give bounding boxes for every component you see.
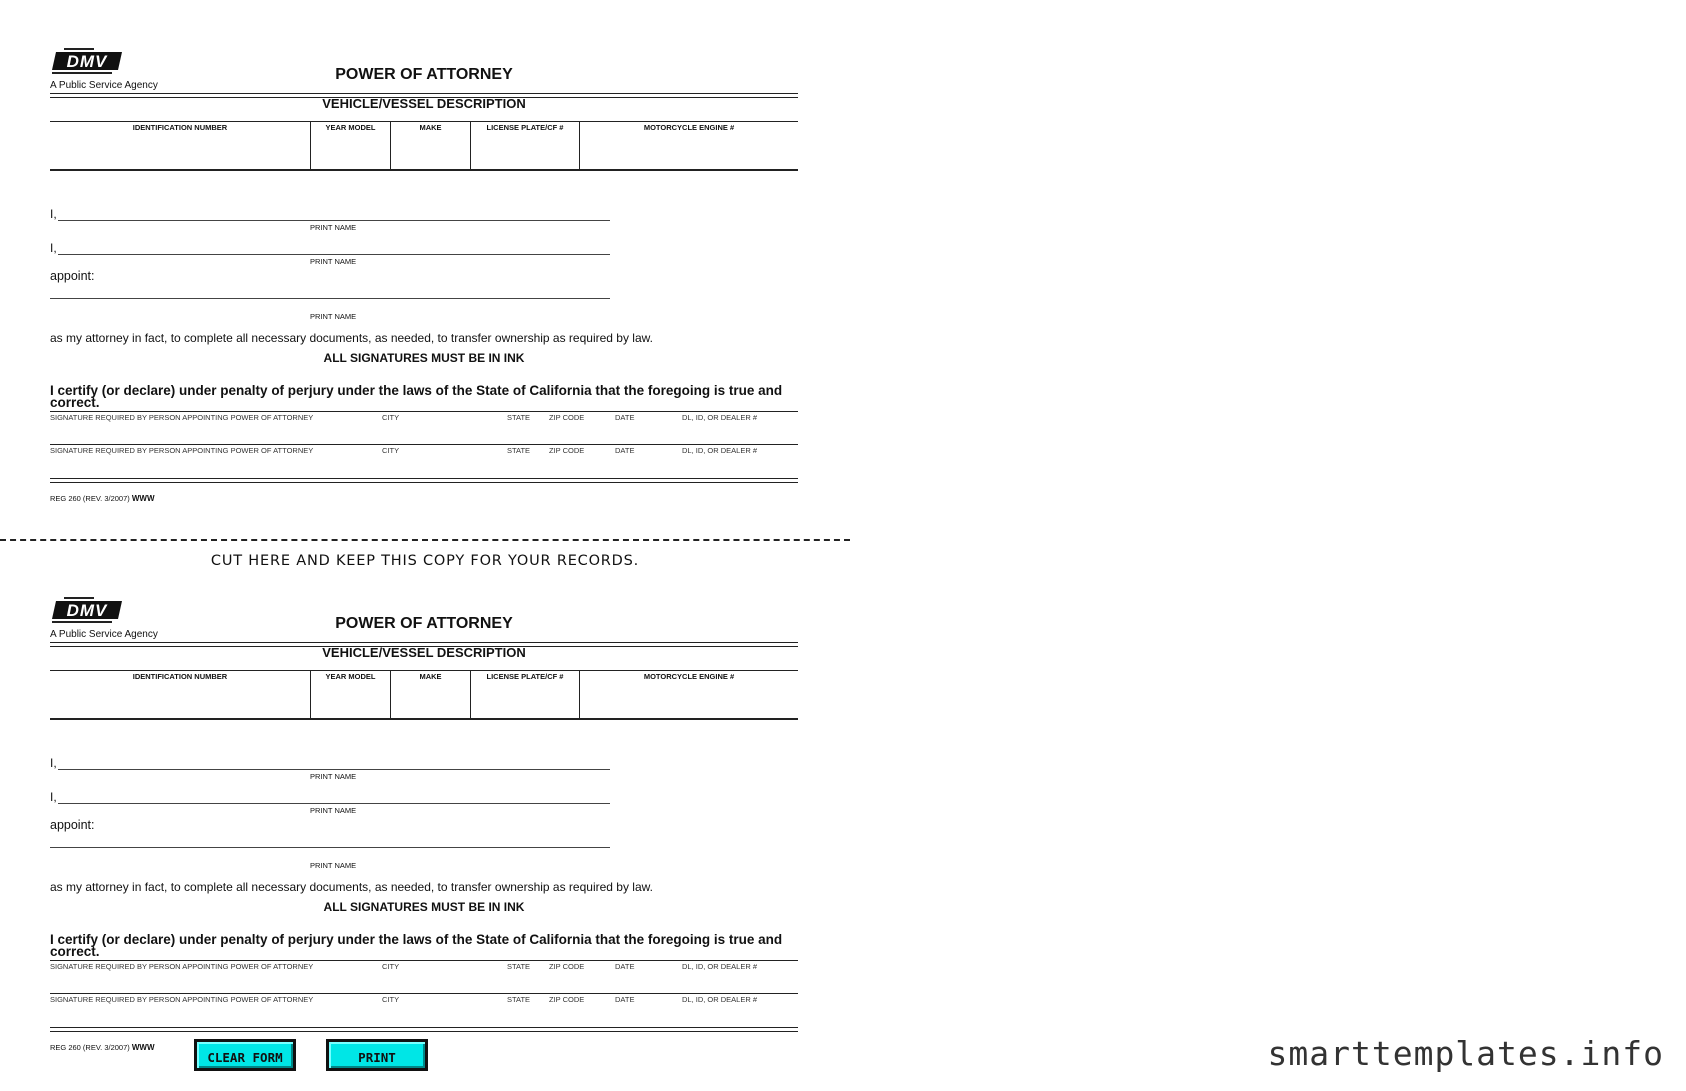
divider [50, 478, 798, 479]
print-name-label: PRINT NAME [310, 861, 357, 870]
section-title: VEHICLE/VESSEL DESCRIPTION [322, 645, 526, 660]
col-motorcycle-engine[interactable]: MOTORCYCLE ENGINE # [579, 670, 798, 718]
col-motorcycle-engine[interactable]: MOTORCYCLE ENGINE # [579, 121, 798, 169]
signature-label: SIGNATURE REQUIRED BY PERSON APPOINTING POWER OF ATTORNEY [50, 413, 314, 422]
appoint-label: appoint: [50, 269, 95, 283]
svg-text:DMV: DMV [66, 601, 108, 620]
divider [50, 960, 798, 961]
date-label: DATE [615, 446, 635, 455]
clear-form-button[interactable]: CLEAR FORM [194, 1039, 296, 1071]
col-make[interactable]: MAKE [390, 121, 470, 169]
state-label: STATE [507, 413, 531, 422]
print-name-label: PRINT NAME [310, 806, 357, 815]
col-year-model[interactable]: YEAR MODEL [310, 670, 390, 718]
print-name-label: PRINT NAME [310, 772, 357, 781]
svg-text:DMV: DMV [66, 52, 108, 71]
divider [50, 444, 798, 445]
signature-label: SIGNATURE REQUIRED BY PERSON APPOINTING POWER OF ATTORNEY [50, 446, 314, 455]
city-label: CITY [382, 962, 400, 971]
signature-label: SIGNATURE REQUIRED BY PERSON APPOINTING POWER OF ATTORNEY [50, 962, 314, 971]
col-make[interactable]: MAKE [390, 670, 470, 718]
dl-label: DL, ID, OR DEALER # [682, 413, 758, 422]
divider [50, 1031, 798, 1032]
name-field-1[interactable] [58, 756, 610, 770]
agency-label: A Public Service Agency [50, 629, 158, 640]
form-code: REG 260 (REV. 3/2007) [50, 494, 130, 503]
city-label: CITY [382, 413, 400, 422]
print-name-label: PRINT NAME [310, 257, 357, 266]
state-label: STATE [507, 962, 531, 971]
dl-label: DL, ID, OR DEALER # [682, 962, 758, 971]
zip-label: ZIP CODE [549, 413, 585, 422]
form-title: POWER OF ATTORNEY [335, 66, 513, 83]
dl-label: DL, ID, OR DEALER # [682, 995, 758, 1004]
city-label: CITY [382, 995, 400, 1004]
divider [50, 482, 798, 483]
col-license-plate[interactable]: LICENSE PLATE/CF # [470, 670, 579, 718]
col-year-model[interactable]: YEAR MODEL [310, 121, 390, 169]
print-name-label: PRINT NAME [310, 312, 357, 321]
form-title: POWER OF ATTORNEY [335, 615, 513, 632]
attorney-statement: as my attorney in fact, to complete all necessary documents, as needed, to transfer ownership as required by law. [50, 880, 653, 894]
col-license-plate[interactable]: LICENSE PLATE/CF # [470, 121, 579, 169]
divider [50, 993, 798, 994]
form-footer [50, 1043, 155, 1052]
form-code: REG 260 (REV. 3/2007) [50, 1043, 130, 1052]
cut-line [0, 539, 850, 541]
form-copy-1 [50, 48, 798, 528]
divider [50, 718, 798, 720]
appoint-label: appoint: [50, 818, 95, 832]
ink-notice: ALL SIGNATURES MUST BE IN INK [323, 351, 525, 365]
divider [50, 411, 798, 412]
certify-statement: I certify (or declare) under penalty of perjury under the laws of the State of California that the foregoing is true and correct. [50, 932, 783, 959]
form-copy-2 [50, 597, 798, 1077]
date-label: DATE [615, 962, 635, 971]
i-prefix: I, [50, 241, 57, 255]
name-field-2[interactable] [58, 241, 610, 255]
col-identification-number[interactable]: IDENTIFICATION NUMBER [132, 123, 228, 132]
form-www: WWW [131, 494, 155, 503]
certify-statement: I certify (or declare) under penalty of perjury under the laws of the State of California that the foregoing is true and correct. [50, 383, 783, 410]
ink-notice: ALL SIGNATURES MUST BE IN INK [323, 900, 525, 914]
name-field-2[interactable] [58, 790, 610, 804]
signature-label: SIGNATURE REQUIRED BY PERSON APPOINTING POWER OF ATTORNEY [50, 995, 314, 1004]
attorney-statement: as my attorney in fact, to complete all necessary documents, as needed, to transfer ownership as required by law. [50, 331, 653, 345]
zip-label: ZIP CODE [549, 962, 585, 971]
zip-label: ZIP CODE [549, 995, 585, 1004]
divider [50, 642, 798, 643]
i-prefix: I, [50, 756, 57, 770]
state-label: STATE [507, 446, 531, 455]
city-label: CITY [382, 446, 400, 455]
i-prefix: I, [50, 207, 57, 221]
agency-label: A Public Service Agency [50, 80, 158, 91]
watermark: smarttemplates.info [1267, 1034, 1664, 1073]
zip-label: ZIP CODE [549, 446, 585, 455]
form-www: WWW [131, 1043, 155, 1052]
divider [50, 169, 798, 171]
divider [50, 1027, 798, 1028]
print-button[interactable]: PRINT [326, 1039, 428, 1071]
date-label: DATE [615, 995, 635, 1004]
name-field-1[interactable] [58, 207, 610, 221]
divider [50, 93, 798, 94]
cut-instruction: CUT HERE AND KEEP THIS COPY FOR YOUR RECORDS. [210, 553, 640, 569]
section-title: VEHICLE/VESSEL DESCRIPTION [322, 96, 526, 111]
attorney-name-field[interactable] [50, 288, 610, 299]
form-footer [50, 494, 155, 503]
print-name-label: PRINT NAME [310, 223, 357, 232]
dl-label: DL, ID, OR DEALER # [682, 446, 758, 455]
date-label: DATE [615, 413, 635, 422]
col-identification-number[interactable]: IDENTIFICATION NUMBER [132, 672, 228, 681]
attorney-name-field[interactable] [50, 837, 610, 848]
i-prefix: I, [50, 790, 57, 804]
state-label: STATE [507, 995, 531, 1004]
